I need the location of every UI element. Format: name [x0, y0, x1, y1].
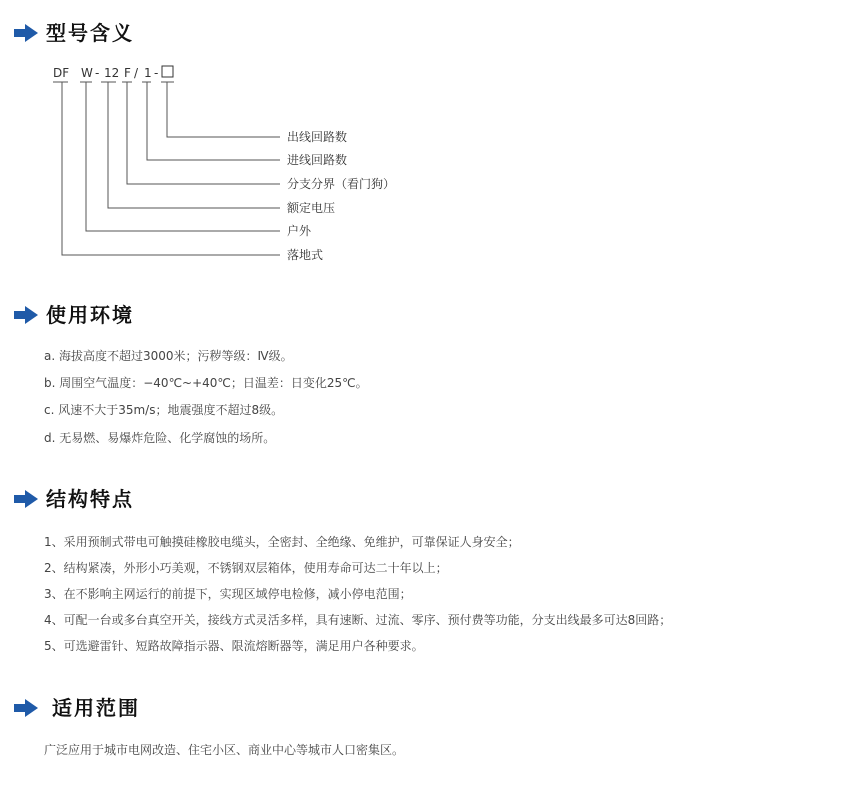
list-item: 1、采用预制式带电可触摸硅橡胶电缆头，全密封、全绝缘、免维护，可靠保证人身安全；: [44, 535, 520, 549]
arrow-right-icon: [14, 306, 38, 324]
code-part-w: W: [81, 66, 93, 80]
code-placeholder-box: [162, 66, 173, 77]
list-item: 3、在不影响主网运行的前提下，实现区域停电检修，减小停电范围；: [44, 587, 412, 601]
list-item: c. 风速不大于35m/s；地震强度不超过8级。: [44, 403, 284, 417]
code-dash-2: -: [154, 66, 159, 80]
connector-voltage: [108, 82, 280, 208]
code-slash: /: [134, 66, 139, 80]
code-part-12: 12: [104, 66, 120, 80]
list-item: 4、可配一台或多台真空开关，接线方式灵活多样，具有速断、过流、零序、预付费等功能，分支出线最多可达8回路；: [44, 613, 672, 627]
section-title-features: 结构特点: [46, 487, 134, 511]
code-part-f: F: [124, 66, 131, 80]
legend-floor-standing: 落地式: [287, 248, 324, 262]
section-header-features: [14, 484, 134, 514]
connector-branch: [127, 82, 280, 184]
section-header-environment: [14, 300, 134, 330]
section-title-model: 型号含义: [46, 21, 134, 45]
section-title-environment: 使用环境: [46, 303, 134, 327]
legend-inlet-count: 进线回路数: [287, 153, 348, 167]
code-part-1: 1: [144, 66, 152, 80]
list-item: b. 周围空气温度：−40℃~+40℃；日温差：日变化25℃。: [44, 376, 368, 390]
list-item: 2、结构紧凑，外形小巧美观，不锈钢双层箱体，使用寿命可达二十年以上；: [44, 561, 448, 575]
legend-rated-voltage: 额定电压: [287, 201, 336, 215]
application-text: 广泛应用于城市电网改造、住宅小区、商业中心等城市人口密集区。: [44, 743, 405, 757]
legend-branch: 分支分界（看门狗）: [287, 177, 396, 191]
section-header-application: [14, 693, 140, 723]
code-part-df: DF: [53, 66, 70, 80]
connector-outlet: [167, 82, 280, 137]
legend-outlet-count: 出线回路数: [287, 130, 348, 144]
list-item: 5、可选避雷针、短路故障指示器、限流熔断器等，满足用户各种要求。: [44, 639, 424, 653]
section-title-application: 适用范围: [52, 696, 140, 720]
connector-floor: [62, 82, 280, 255]
arrow-right-icon: [14, 699, 38, 717]
connector-outdoor: [86, 82, 280, 231]
model-code-diagram: [0, 0, 850, 300]
legend-outdoor: 户外: [287, 224, 312, 238]
code-dash-1: -: [95, 66, 100, 80]
arrow-right-icon: [14, 490, 38, 508]
list-item: d. 无易燃、易爆炸危险、化学腐蚀的场所。: [44, 431, 276, 445]
list-item: a. 海拔高度不超过3000米；污秽等级：Ⅳ级。: [44, 349, 293, 363]
